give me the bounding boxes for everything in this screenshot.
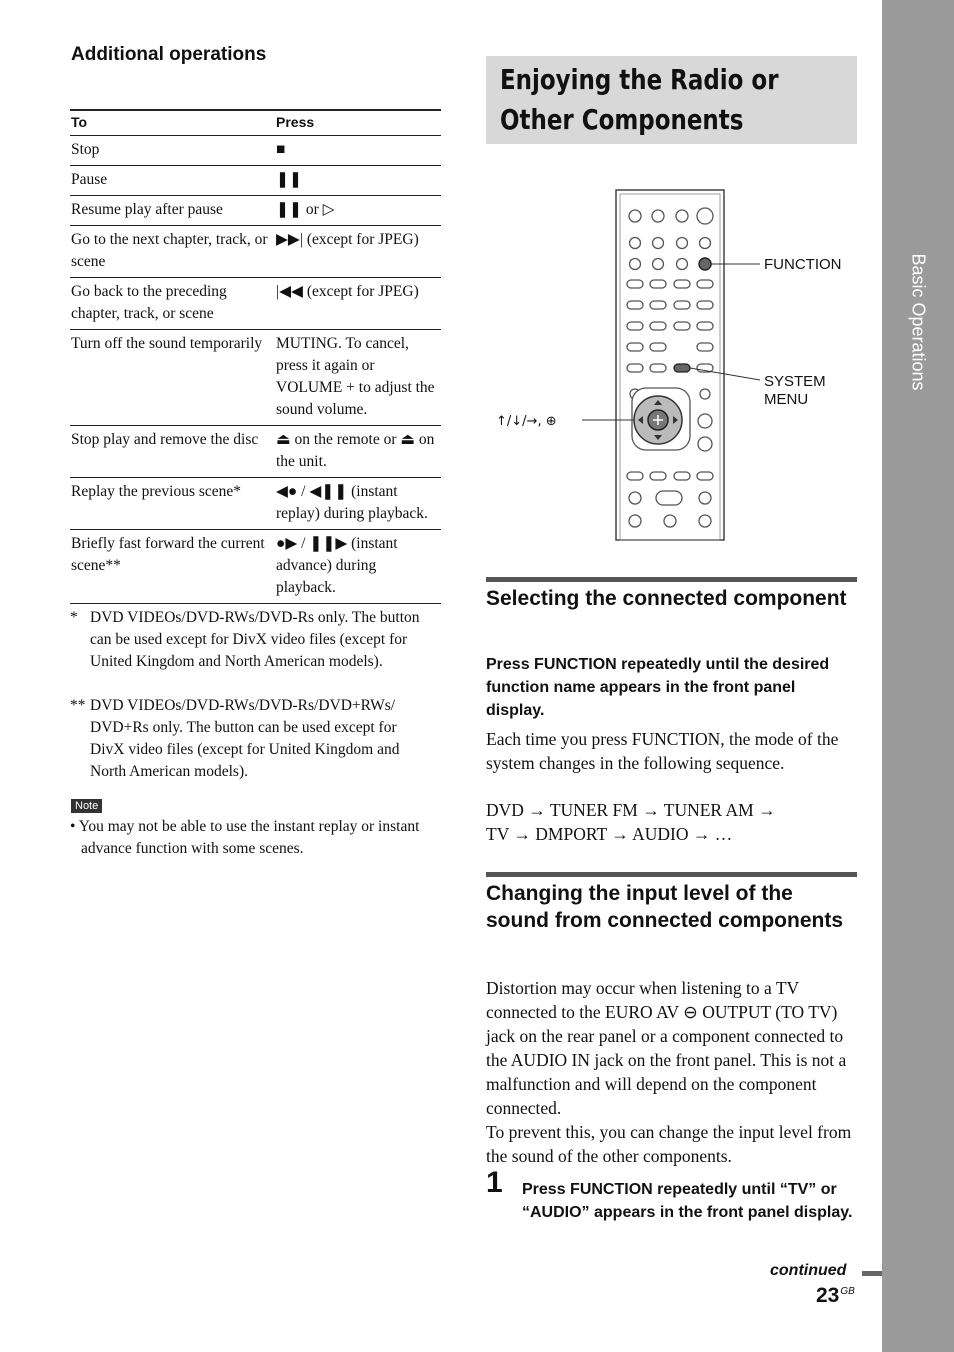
op-to: Stop play and remove the disc [70, 426, 275, 478]
op-to: Turn off the sound temporarily [70, 330, 275, 426]
op-press: MUTING. To cancel, press it again or VOLUME + to adjust the sound volume. [275, 330, 441, 426]
op-press: ⏏ on the remote or ⏏ on the unit. [275, 426, 441, 478]
page-number: $23^{GB}$ [816, 1284, 855, 1307]
remote-control-illustration [486, 180, 866, 550]
body-text-prevent: To prevent this, you can change the input level from the sound of the other components. [486, 1122, 852, 1166]
table-row [70, 530, 441, 604]
note-badge: Note [71, 799, 102, 813]
section-rule [486, 577, 857, 582]
step-text: Press FUNCTION repeatedly until “TV” or “AUDIO” appears in the front panel display. [522, 1181, 853, 1221]
column-header-press: Press [275, 110, 441, 136]
chapter-title: Enjoying the Radio or Other Components [500, 63, 779, 136]
function-sequence-line-1: DVD → TUNER FM → TUNER AM → [486, 800, 776, 820]
arrows-label: ↑/↓/→, ⊕ [496, 414, 557, 429]
table-row [70, 166, 441, 196]
op-press: ❚❚ [275, 166, 441, 196]
op-press: |◀◀ (except for JPEG) [275, 278, 441, 330]
op-press: ●▶ / ❚❚▶ (instant advance) during playback. [275, 530, 441, 604]
op-to: Go back to the preceding chapter, track, or scene [70, 278, 275, 330]
op-to: Pause [70, 166, 275, 196]
body-text-distortion: Distortion may occur when listening to a TV connected to the EURO AV ⊖ OUTPUT (TO TV) jack on the rear panel or a component connected to the AUDIO IN jack on the front panel. This is not a malfunction and will depend on the component connected. [486, 978, 847, 1118]
page-suffix: GB [840, 1286, 855, 1297]
op-press: ▶▶| (except for JPEG) [275, 226, 441, 278]
op-press: ❚❚ or ▷ [275, 196, 441, 226]
footnote-mark: ** [70, 697, 86, 714]
footnote-text: DVD VIDEOs/DVD-RWs/DVD-Rs only. The button can be used except for DivX video files (except for United Kingdom and North American models). [90, 609, 420, 670]
op-to: Briefly fast forward the current scene** [70, 530, 275, 604]
section-rule [486, 872, 857, 877]
section-heading-selecting: Selecting the connected component [486, 587, 847, 610]
section-side-tab [882, 0, 954, 1352]
instruction-function: Press FUNCTION repeatedly until the desired function name appears in the front panel display. [486, 656, 830, 719]
op-to: Replay the previous scene* [70, 478, 275, 530]
column-header-to: To [70, 110, 275, 136]
table-row [70, 196, 441, 226]
continued-label: continued [770, 1262, 847, 1279]
additional-operations-heading: Additional operations [71, 44, 267, 65]
function-button [699, 258, 711, 270]
footnote-mark: * [70, 609, 78, 626]
table-header-row [70, 110, 441, 136]
op-press: ◀● / ◀❚❚ (instant replay) during playback. [275, 478, 441, 530]
step-number: 1 [486, 1166, 503, 1199]
menu-label: MENU [764, 391, 809, 408]
continued-bar [862, 1271, 882, 1276]
table-row [70, 478, 441, 530]
section-heading-input-level: Changing the input level of the sound from connected components [486, 882, 844, 932]
operations-table [70, 109, 441, 604]
table-row [70, 278, 441, 330]
function-sequence-line-2: TV → DMPORT → AUDIO → … [486, 824, 733, 844]
op-to: Go to the next chapter, track, or scene [70, 226, 275, 278]
table-row [70, 226, 441, 278]
footnote-single-asterisk [70, 607, 434, 673]
function-label: FUNCTION [764, 256, 842, 273]
table-row [70, 330, 441, 426]
op-to: Stop [70, 136, 275, 166]
chapter-title-box [486, 56, 857, 144]
body-text-sequence-intro: Each time you press FUNCTION, the mode of the system changes in the following sequence. [486, 729, 839, 773]
table-row [70, 426, 441, 478]
table-row [70, 136, 441, 166]
side-tab-label: Basic Operations [908, 253, 929, 391]
note-text: • You may not be able to use the instant replay or instant advance function with some scenes. [70, 818, 420, 857]
footnote-text: DVD VIDEOs/DVD-RWs/DVD-Rs/DVD+RWs/ DVD+Rs only. The button can be used except for DivX video files (except for United Kingdom and North American models). [90, 697, 400, 780]
op-press: ■ [275, 136, 441, 166]
system-label: SYSTEM [764, 373, 826, 390]
op-to: Resume play after pause [70, 196, 275, 226]
footnote-double-asterisk [70, 695, 434, 783]
system-menu-button [674, 364, 690, 372]
